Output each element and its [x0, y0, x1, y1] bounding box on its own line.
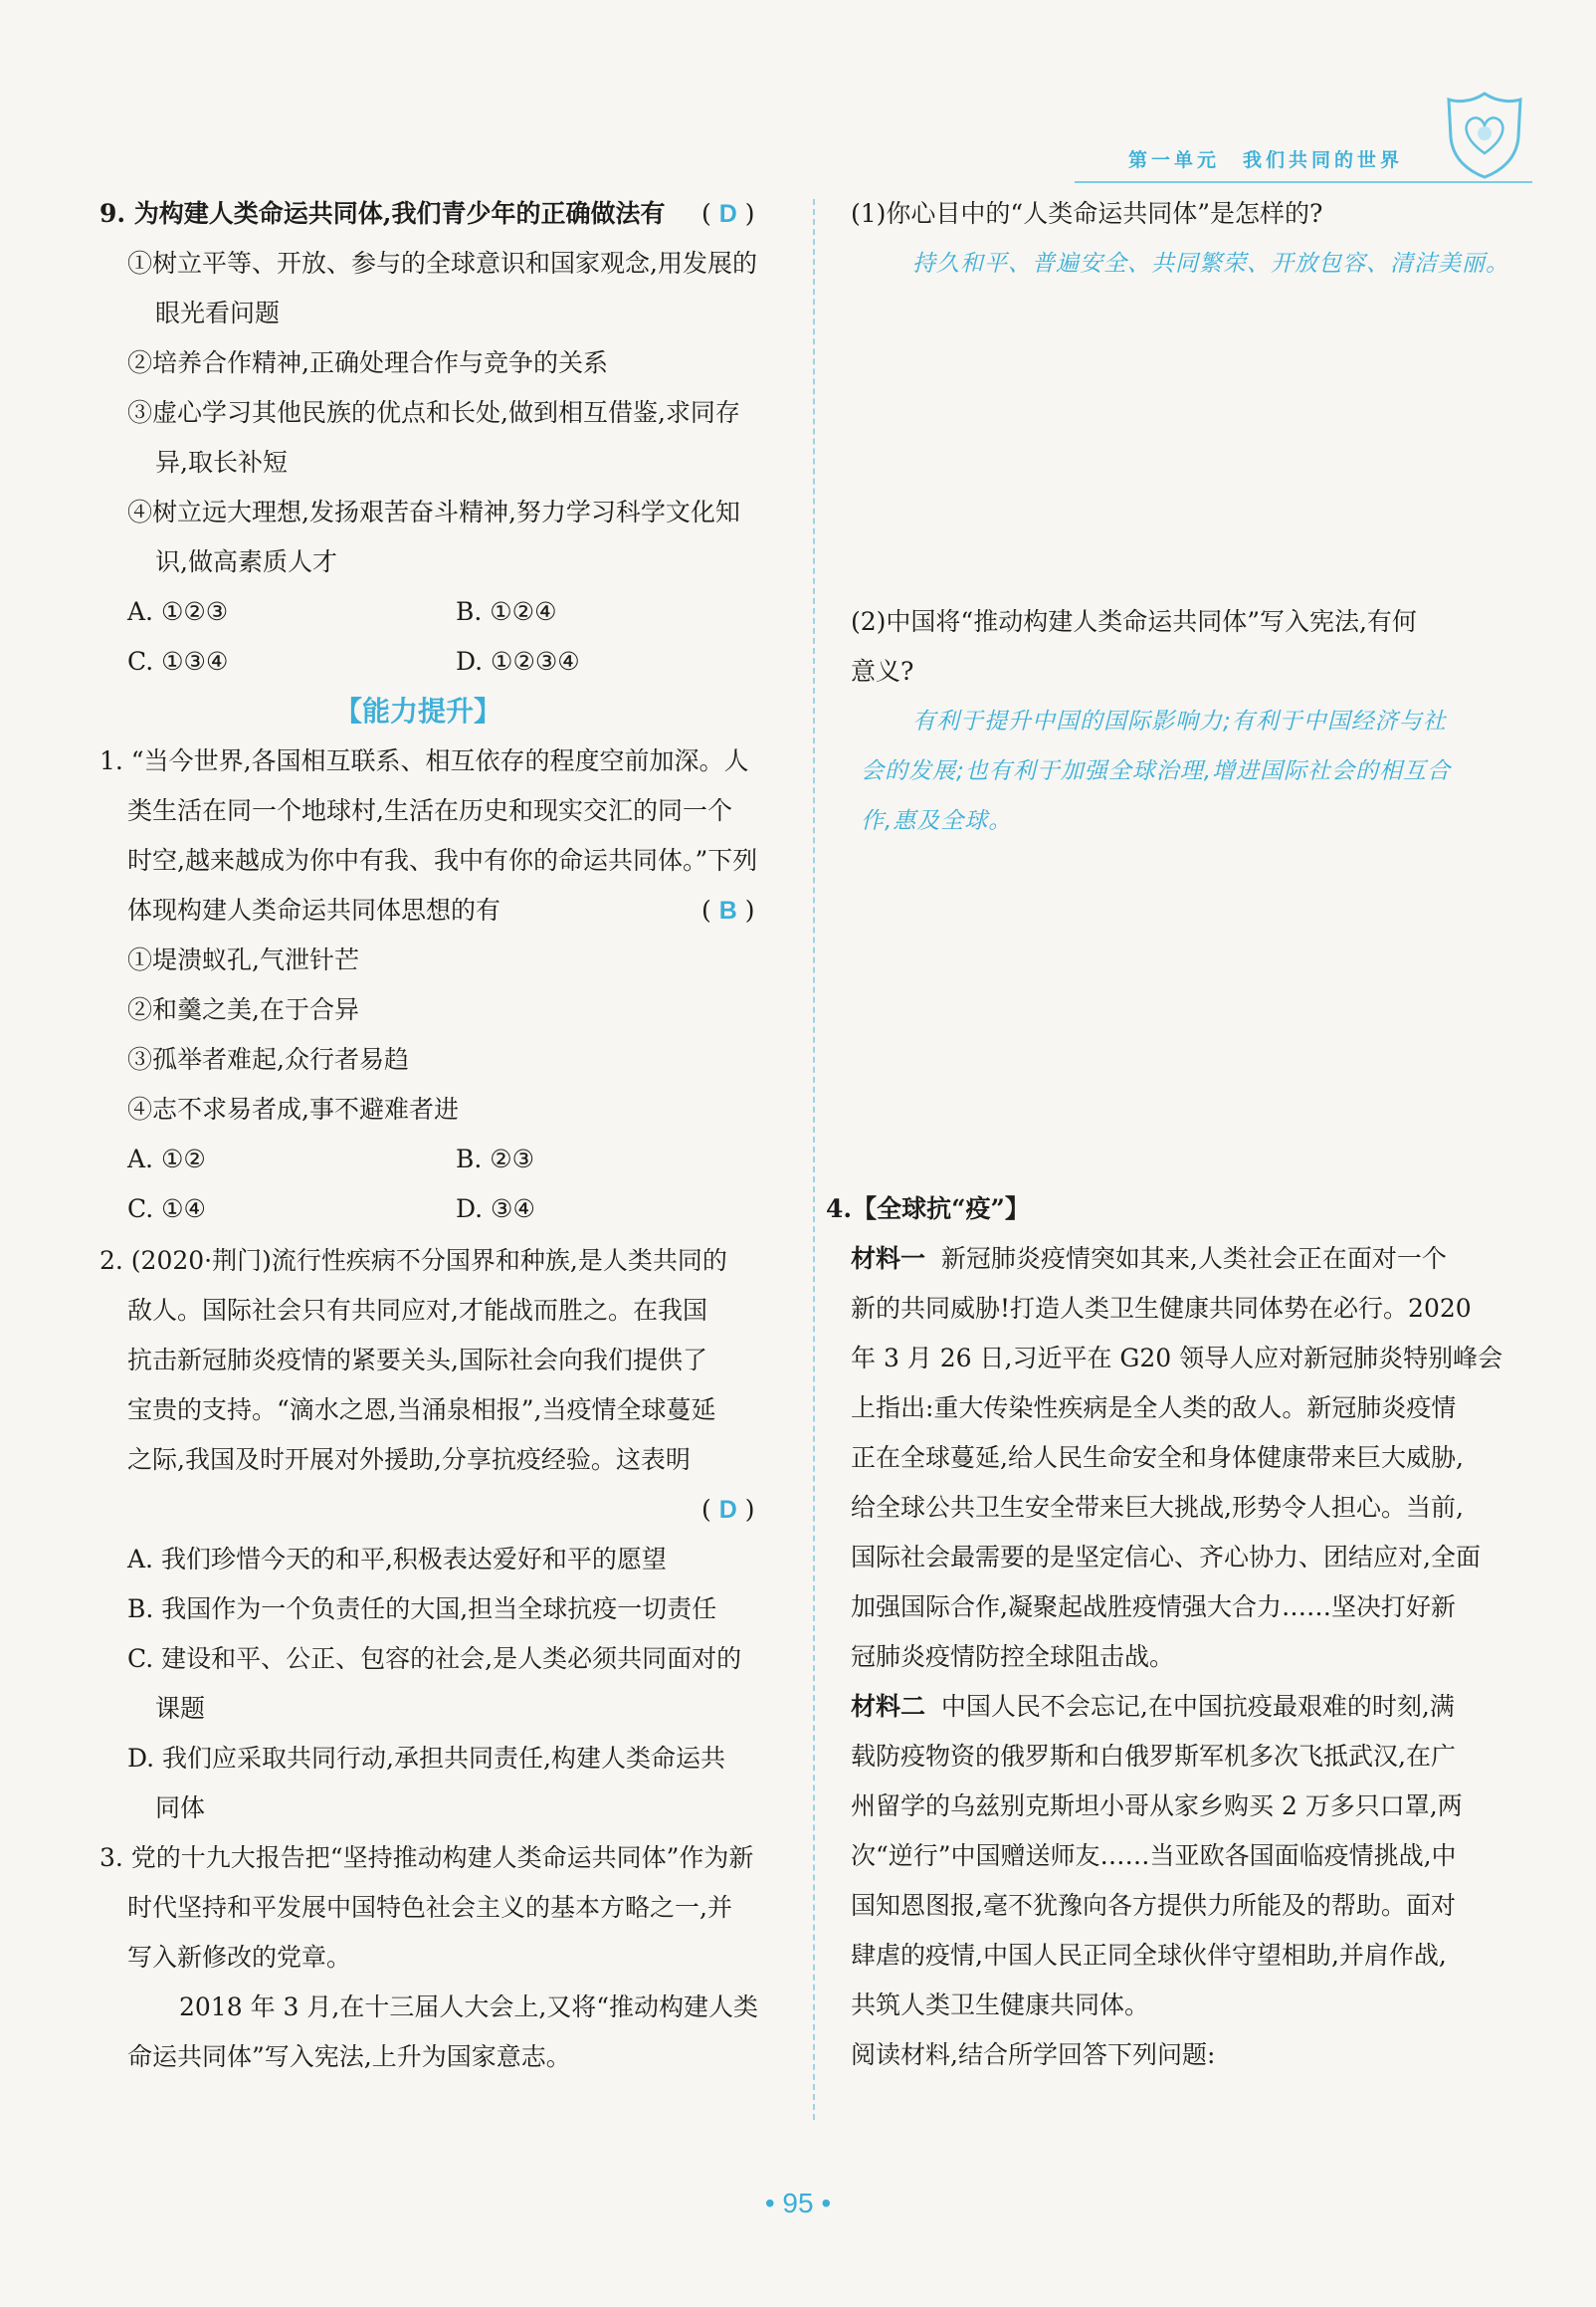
- q4-m1-line: 国际社会最需要的是坚定信心、齐心协力、团结应对,全面: [851, 1543, 1481, 1572]
- option: D. ③④: [456, 1194, 535, 1223]
- q4-m2-line: 国知恩图报,毫不犹豫向各方提供力所能及的帮助。面对: [851, 1891, 1456, 1920]
- q3-line: 命运共同体”写入宪法,上升为国家意志。: [127, 2042, 571, 2071]
- question-3-part-1: [851, 189, 1537, 289]
- q2-option: 同体: [155, 1793, 206, 1822]
- page-header: [1075, 139, 1532, 183]
- q4-m1-line: 年 3 月 26 日,习近平在 G20 领导人应对新冠肺炎特别峰会: [851, 1344, 1503, 1372]
- q9-item: ①树立平等、开放、参与的全球意识和国家观念,用发展的: [127, 249, 757, 278]
- q9-item: 识,做高素质人才: [155, 547, 337, 576]
- option: B. ①②④: [456, 597, 557, 626]
- question-1: [100, 736, 796, 1234]
- q4-title: 4.【全球抗“疫”】: [826, 1194, 1030, 1223]
- option: A. ①②: [127, 1145, 206, 1173]
- option: A. ①②③: [127, 597, 229, 626]
- q9-options-row: [100, 587, 796, 637]
- q9-item: 异,取长补短: [155, 448, 288, 477]
- q3-2-answer: 有利于提升中国的国际影响力;有利于中国经济与社: [912, 709, 1447, 734]
- question-4: [826, 1184, 1537, 2080]
- left-column: [100, 189, 796, 2082]
- q3-2-answer: 会的发展;也有利于加强全球治理,增进国际社会的相互合: [861, 758, 1452, 784]
- answer-q2: D: [718, 1496, 737, 1524]
- q2-option: 课题: [155, 1694, 206, 1723]
- q9-item: ③虚心学习其他民族的优点和长处,做到相互借鉴,求同存: [127, 398, 740, 427]
- q2-option: A. 我们珍惜今天的和平,积极表达爱好和平的愿望: [127, 1545, 667, 1573]
- q4-material-2-first: 材料二 中国人民不会忘记,在中国抗疫最艰难的时刻,满: [851, 1692, 1455, 1721]
- q4-m2-line: 肆虐的疫情,中国人民正同全球伙伴守望相助,并肩作战,: [851, 1941, 1447, 1970]
- q1-options-row: [100, 1135, 796, 1184]
- q4-m1-line: 正在全球蔓延,给人民生命安全和身体健康带来巨大威胁,: [851, 1443, 1464, 1472]
- option: B. ②③: [456, 1145, 535, 1173]
- answer-bracket: ( B ): [701, 896, 755, 925]
- q9-item: ②培养合作精神,正确处理合作与竞争的关系: [127, 348, 608, 377]
- question-3: [100, 1833, 796, 2082]
- q3-line: 2018 年 3 月,在十三届人大会上,又将“推动构建人类: [179, 1992, 759, 2021]
- page-number: • 95 •: [764, 2188, 832, 2218]
- q4-m1-line: 加强国际合作,凝聚起战胜疫情强大合力……坚决打好新: [851, 1592, 1456, 1621]
- q2-option: B. 我国作为一个负责任的大国,担当全球抗疫一切责任: [127, 1594, 717, 1623]
- q9-options-row: [100, 637, 796, 687]
- q3-1-question: (1)你心目中的“人类命运共同体”是怎样的?: [851, 199, 1323, 228]
- q1-line: 1. “当今世界,各国相互联系、相互依存的程度空前加深。人: [100, 746, 749, 775]
- q1-line: 类生活在同一个地球村,生活在历史和现实交汇的同一个: [127, 796, 732, 825]
- q2-line: 敌人。国际社会只有共同应对,才能战而胜之。在我国: [127, 1296, 707, 1325]
- q1-options-row: [100, 1184, 796, 1234]
- q1-item: ④志不求易者成,事不避难者进: [127, 1095, 459, 1124]
- answer-q1: B: [718, 897, 737, 925]
- q4-m1-line: 上指出:重大传染性疾病是全人类的敌人。新冠肺炎疫情: [851, 1393, 1457, 1422]
- q3-line: 时代坚持和平发展中国特色社会主义的基本方略之一,并: [127, 1893, 732, 1922]
- q2-line: 2. (2020·荆门)流行性疾病不分国界和种族,是人类共同的: [100, 1246, 727, 1275]
- q4-m2-line: 州留学的乌兹别克斯坦小哥从家乡购买 2 万多只口罩,两: [851, 1791, 1463, 1820]
- q9-item: ④树立远大理想,发扬艰苦奋斗精神,努力学习科学文化知: [127, 498, 740, 526]
- question-9-stem: 9. 为构建人类命运共同体,我们青少年的正确做法有 ( D ): [100, 189, 796, 239]
- q3-2-question: 意义?: [851, 657, 914, 686]
- q2-line: 抗击新冠肺炎疫情的紧要关头,国际社会向我们提供了: [127, 1346, 707, 1374]
- option: C. ①④: [127, 1194, 206, 1223]
- q4-m1-line: 给全球公共卫生安全带来巨大挑战,形势令人担心。当前,: [851, 1493, 1464, 1522]
- answer-q9: D: [718, 200, 737, 228]
- q3-1-answer: 持久和平、普遍安全、共同繁荣、开放包容、清洁美丽。: [912, 251, 1509, 277]
- q2-answer-line: [100, 1485, 796, 1535]
- material-label: 材料一: [851, 1244, 926, 1273]
- q1-line: 体现构建人类命运共同体思想的有 ( B ): [100, 886, 796, 936]
- q2-line: 之际,我国及时开展对外援助,分享抗疫经验。这表明: [127, 1445, 691, 1474]
- q4-m2-line: 载防疫物资的俄罗斯和白俄罗斯军机多次飞抵武汉,在广: [851, 1742, 1456, 1771]
- shield-logo-icon: [1445, 90, 1524, 179]
- section-title: 【能力提升】: [333, 695, 501, 728]
- material-label: 材料二: [851, 1692, 926, 1721]
- header-rule: [1075, 181, 1532, 183]
- q4-material-1-first: 材料一 新冠肺炎疫情突如其来,人类社会正在面对一个: [851, 1244, 1447, 1273]
- q4-m1-line: 冠肺炎疫情防控全球阻击战。: [851, 1642, 1175, 1671]
- option: D. ①②③④: [456, 647, 580, 676]
- q3-line: 写入新修改的党章。: [127, 1943, 352, 1972]
- q2-option: C. 建设和平、公正、包容的社会,是人类必须共同面对的: [127, 1644, 742, 1673]
- q1-line: 时空,越来越成为你中有我、我中有你的命运共同体。”下列: [127, 846, 758, 875]
- answer-bracket: ( D ): [701, 1495, 755, 1524]
- option: C. ①③④: [127, 647, 229, 676]
- q4-instruction: 阅读材料,结合所学回答下列问题:: [851, 2040, 1216, 2069]
- q1-item: ②和羹之美,在于合异: [127, 995, 359, 1024]
- q4-m2-line: 共筑人类卫生健康共同体。: [851, 1991, 1150, 2019]
- question-9: [100, 189, 796, 687]
- q1-item: ③孤举者难起,众行者易趋: [127, 1045, 409, 1074]
- q1-item: ①堤溃蚁孔,气泄针芒: [127, 945, 359, 974]
- q4-m2-line: 次“逆行”中国赠送师友……当亚欧各国面临疫情挑战,中: [851, 1841, 1457, 1870]
- right-column: [826, 189, 1537, 2080]
- q3-line: 3. 党的十九大报告把“坚持推动构建人类命运共同体”作为新: [100, 1843, 754, 1872]
- column-divider: [813, 199, 815, 2120]
- q3-2-answer: 作,惠及全球。: [861, 808, 1013, 834]
- answer-bracket: ( D ): [701, 199, 755, 228]
- q9-item: 眼光看问题: [155, 299, 281, 327]
- q4-m1-line: 新的共同威胁!打造人类卫生健康共同体势在必行。2020: [851, 1294, 1472, 1323]
- question-3-part-2: [851, 597, 1537, 846]
- unit-title: 第一单元 我们共同的世界: [1127, 149, 1403, 171]
- q2-option: D. 我们应采取共同行动,承担共同责任,构建人类命运共: [127, 1744, 725, 1773]
- q2-line: 宝贵的支持。“滴水之恩,当涌泉相报”,当疫情全球蔓延: [127, 1395, 716, 1424]
- question-2: [100, 1236, 796, 1833]
- q3-2-question: (2)中国将“推动构建人类命运共同体”写入宪法,有何: [851, 607, 1417, 636]
